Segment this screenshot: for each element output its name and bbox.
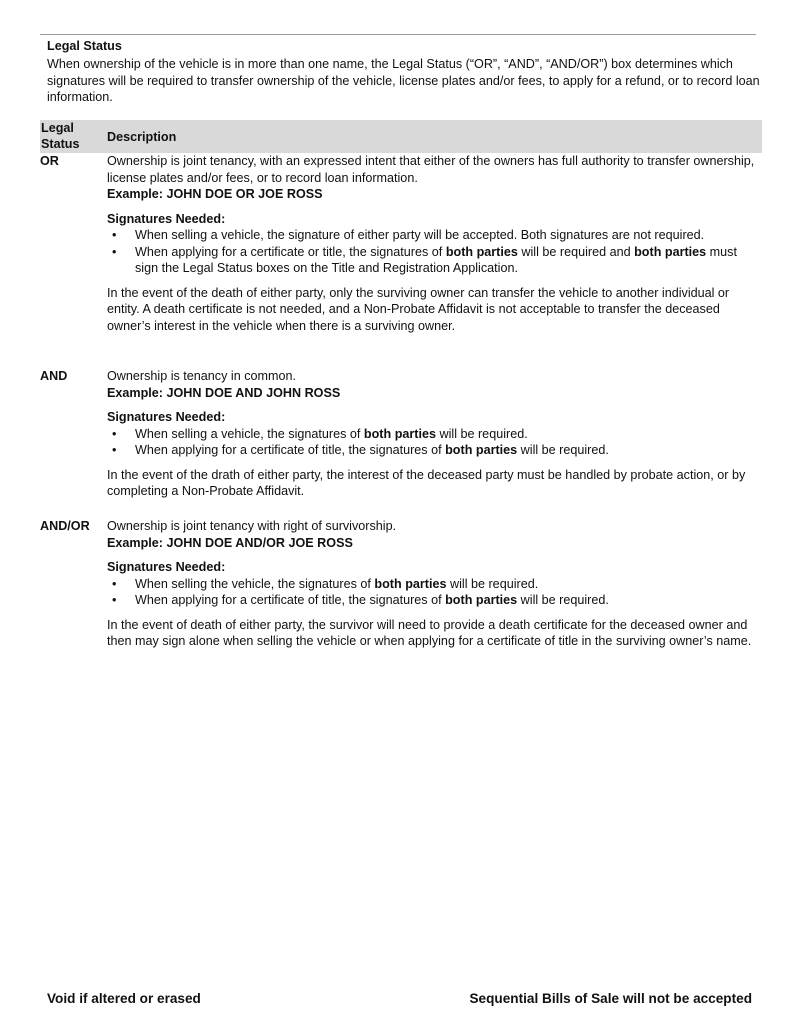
list-item: • When selling a vehicle, the signatures of both parties will be required. [107, 426, 757, 443]
summary: Ownership is joint tenancy with right of survivorship. [107, 519, 397, 533]
status-description [107, 368, 757, 500]
example: Example: JOHN DOE AND JOHN ROSS [107, 385, 341, 400]
example: Example: JOHN DOE AND/OR JOE ROSS [107, 535, 353, 550]
footer-sequential-notice: Sequential Bills of Sale will not be accepted [469, 991, 752, 1006]
note: In the event of the death of either party, only the surviving owner can transfer the vehicle to another individual or entity. A death certificate is not needed, and a Non-Probate Affidavit is not acceptable to transfer the deceased owner’s interest in the vehicle when there is a surviving owner. [107, 285, 730, 333]
section-title: Legal Status [47, 39, 122, 53]
status-code: OR [40, 154, 59, 168]
example: Example: JOHN DOE OR JOE ROSS [107, 187, 323, 201]
table-header [40, 120, 762, 153]
note: In the event of death of either party, the survivor will need to provide a death certificate for the deceased owner and then may sign alone when selling the vehicle or when applying for a certificate of title in the surviving owner’s name. [107, 617, 752, 648]
intro-paragraph: When ownership of the vehicle is in more than one name, the Legal Status (“OR”, “AND”, “AND/OR”) box determines which signatures will be required to transfer ownership of the vehicle, license plates and/or fees, to apply for a refund, or to record loan information. [47, 57, 760, 104]
header-legal-status: Legal Status [41, 121, 80, 151]
signatures-heading: Signatures Needed: [107, 211, 226, 226]
list-item: • When applying for a certificate of title, the signatures of both parties will be required. [107, 592, 757, 609]
footer-void-notice: Void if altered or erased [47, 991, 201, 1006]
list-item: • When applying for a certificate of title, the signatures of both parties will be required. [107, 442, 757, 459]
summary: Ownership is tenancy in common. [107, 369, 296, 383]
status-description [107, 518, 757, 650]
signatures-list [107, 227, 757, 277]
signatures-heading: Signatures Needed: [107, 410, 226, 424]
status-code: AND/OR [40, 519, 90, 533]
status-code: AND [40, 369, 68, 383]
summary: Ownership is joint tenancy, with an expressed intent that either of the owners has full authority to transfer ownership, license plates and/or fees, or to record loan information. [107, 154, 755, 185]
status-description [107, 153, 757, 334]
list-item: • When applying for a certificate or title, the signatures of both parties will be required and both parties must sign the Legal Status boxes on the Title and Registration Application. [107, 244, 757, 277]
top-divider [40, 34, 756, 35]
list-item: • When selling a vehicle, the signature of either party will be accepted. Both signatures are not required. [107, 227, 757, 244]
list-item: • When selling the vehicle, the signatures of both parties will be required. [107, 576, 757, 593]
signatures-list [107, 576, 757, 609]
header-description: Description [107, 130, 177, 144]
signatures-heading: Signatures Needed: [107, 560, 226, 574]
note: In the event of the drath of either party, the interest of the deceased party must be handled by probate action, or by completing a Non-Probate Affidavit. [107, 467, 746, 498]
signatures-list [107, 426, 757, 459]
